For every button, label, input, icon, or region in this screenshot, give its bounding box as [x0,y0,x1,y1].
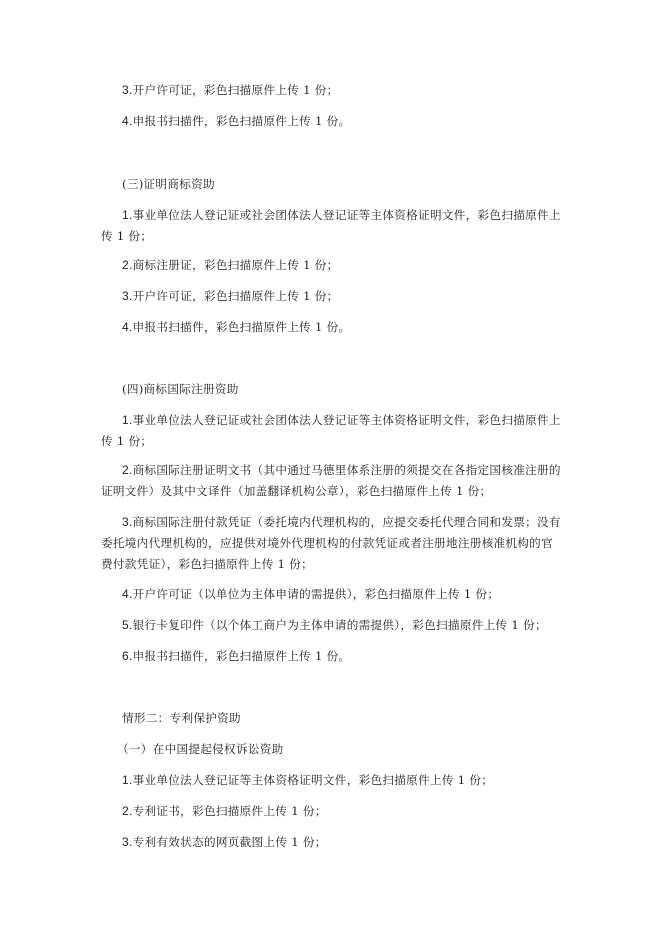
paragraph-item-6-application-scan [101,646,563,667]
subsection-heading-infringement-litigation [101,739,563,760]
item-number: 1. [122,413,133,427]
item-number: 2. [122,804,133,818]
item-number: 6. [122,649,133,663]
paragraph-item-2-international-certificate [101,460,563,502]
paragraph-text: 申报书扫描件，彩色扫描原件上传 1 份。 [132,320,351,334]
paragraph-item-1-entity-certificate [101,410,563,452]
paragraph-text: 事业单位法人登记证或社会团体法人登记证等主体资格证明文件，彩色扫描原件上传 1 份； [101,413,561,448]
paragraph-text: 开户许可证，彩色扫描原件上传 1 份； [132,83,339,97]
item-number: 1. [122,773,133,787]
paragraph-item-3-payment-voucher [101,512,563,575]
item-number: 4. [122,114,133,128]
heading-text: 情形二：专利保护资助 [122,711,241,725]
section-heading-international-registration [101,379,563,400]
item-number: 2. [122,258,133,272]
section-heading-certification-mark [101,174,563,195]
item-number: 4. [122,320,133,334]
paragraph-text: 银行卡复印件（以个体工商户为主体申请的需提供），彩色扫描原件上传 1 份； [132,618,547,632]
paragraph-item-5-bank-card [101,615,563,636]
paragraph-item-1-entity-certificate [101,770,563,791]
paragraph-item-2-patent-certificate [101,801,563,822]
paragraph-item-3-patent-status-screenshot [101,832,563,853]
item-number: 3. [122,83,133,97]
item-number: 3. [122,835,133,849]
paragraph-text: 专利证书，彩色扫描原件上传 1 份； [132,804,327,818]
item-number: 1. [122,208,133,222]
paragraph-text: 商标国际注册付款凭证（委托境内代理机构的，应提交委托代理合同和发票；没有委托境内代理机构的，应提供对境外代理机构的付款凭证或者注册地注册核准机构的官费付款凭证），彩色扫描原件上传 1 份； [101,515,561,571]
heading-text: (四)商标国际注册资助 [122,382,239,396]
paragraph-text: 申报书扫描件，彩色扫描原件上传 1 份。 [132,649,351,663]
paragraph-item-1-entity-certificate [101,205,563,247]
item-number: 5. [122,618,133,632]
item-number: 4. [122,587,133,601]
heading-text: （一）在中国提起侵权诉讼资助 [117,742,284,756]
paragraph-item-4-application-scan [101,111,563,132]
paragraph-text: 开户许可证（以单位为主体申请的需提供），彩色扫描原件上传 1 份； [132,587,500,601]
heading-text: (三)证明商标资助 [122,177,215,191]
item-number: 2. [122,463,133,477]
paragraph-item-3-account-license [101,80,563,101]
section-heading-patent-protection [101,708,563,729]
paragraph-item-3-account-license [101,286,563,307]
paragraph-text: 专利有效状态的网页截图上传 1 份； [132,835,327,849]
paragraph-item-4-account-license [101,584,563,605]
item-number: 3. [122,515,133,529]
paragraph-text: 事业单位法人登记证等主体资格证明文件，彩色扫描原件上传 1 份； [132,773,494,787]
paragraph-text: 商标国际注册证明文书（其中通过马德里体系注册的须提交在各指定国核准注册的证明文件）及其中文译件（加盖翻译机构公章），彩色扫描原件上传 1 份； [101,463,561,498]
paragraph-text: 申报书扫描件，彩色扫描原件上传 1 份。 [132,114,351,128]
paragraph-text: 事业单位法人登记证或社会团体法人登记证等主体资格证明文件，彩色扫描原件上传 1 份； [101,208,561,243]
paragraph-text: 商标注册证，彩色扫描原件上传 1 份； [132,258,339,272]
item-number: 3. [122,289,133,303]
paragraph-item-2-trademark-registration [101,255,563,276]
paragraph-item-4-application-scan [101,317,563,338]
paragraph-text: 开户许可证，彩色扫描原件上传 1 份； [132,289,339,303]
